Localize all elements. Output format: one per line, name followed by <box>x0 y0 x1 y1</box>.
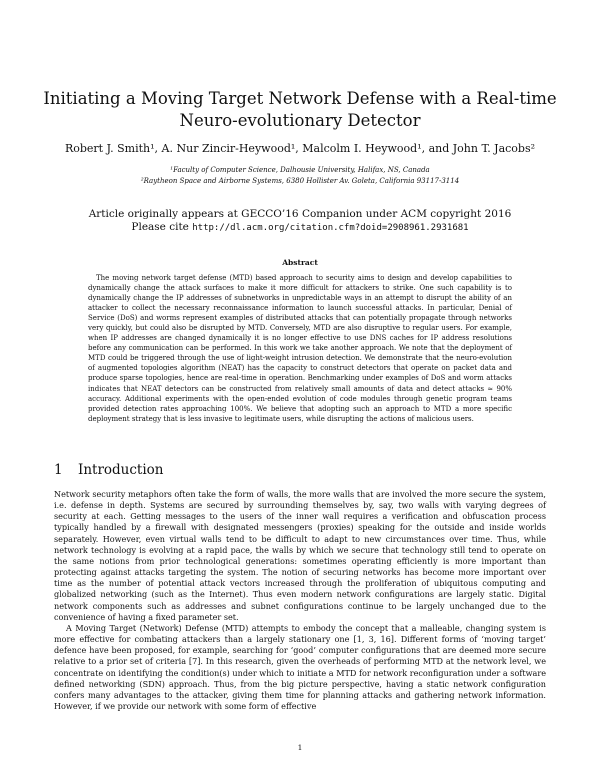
notice-line-1: Article originally appears at GECCO’16 Companion under ACM copyright 2016 <box>88 208 512 220</box>
title-line-2: Neuro-evolutionary Detector <box>179 111 421 130</box>
affiliation-2: ²Raytheon Space and Airborne Systems, 6380 Hollister Av. Goleta, California 93117-3114 <box>140 177 460 185</box>
notice-line-2 <box>40 221 560 235</box>
abstract-text: The moving network target defense (MTD) based approach to security aims to design and develop capabilities to dynamically change the attack surfaces to make it more difficult for attackers to strike. One such capability is to dynamically change the IP addresses of subnetworks in unpredictable ways in an attempt to disrupt the ability of an attacker to collect the necessary reconnaissance information to launch successful attacks. In particular, Denial of Service (DoS) and worms represent examples of distributed attacks that can potentially propagate through networks very quickly, but could also be disrupted by MTD. Conversely, MTD are also disruptive to regular users. For example, when IP addresses are changed dynamically it is no longer effective to use DNS caches for IP address resolutions before any communication can be performed. In this work we take another approach. We note that the deployment of MTD could be triggered through the use of light-weight intrusion detection. We demonstrate that the neuro-evolution of augmented topologies algorithm (NEAT) has the capacity to construct detectors that operate on packet data and produce sparse topologies, hence are real-time in operation. Benchmarking under examples of DoS and worm attacks indicates that NEAT detectors can be constructed from relatively small amounts of data and detect attacks ≈ 90% accuracy. Additional experiments with the open-ended evolution of code modules through genetic program teams provided detection rates approaching 100%. We believe that adopting such an approach to MTD a more specific deployment strategy that is less invasive to legitimate users, while disrupting the actions of malicious users. <box>88 274 512 423</box>
section-title: Introduction <box>78 462 164 478</box>
abstract-heading: Abstract <box>282 258 318 267</box>
introduction-body <box>54 489 546 712</box>
copyright-notice <box>40 208 560 235</box>
affiliation-1: ¹Faculty of Computer Science, Dalhousie University, Halifax, NS, Canada <box>170 166 430 174</box>
section-number: 1 <box>54 462 63 478</box>
title-line-1: Initiating a Moving Target Network Defense with a Real-time <box>43 89 557 108</box>
intro-paragraph-1: Network security metaphors often take the form of walls, the more walls that are involved the more secure the system, i.e. defense in depth. Systems are secured by surrounding themselves by, say, two walls with varying degrees of security at each. Getting messages to the users of the inner wall requires a verification and obfuscation process typically handled by a firewall with designated messengers (proxies) speaking for the outside and inside worlds separately. However, even virtual walls tend to be difficult to adapt to new circumstances over time. Thus, while network technology is evolving at a rapid pace, the walls by which we secure that technology still tend to operate on the same notions from prior technological generations: sometimes operating efficiently is more important than protecting against attacks targeting the system. The notion of securing networks has become more important over time as the number of potential attack vectors increased through the proliferation of ubiquitous computing and globalized networking (such as the Internet). Thus even modern network configurations are largely static. Digital network components such as addresses and subnet configurations continue to be largely unchanged due to the convenience of having a fixed parameter set. <box>54 489 546 622</box>
affiliations <box>40 165 560 187</box>
page-number: 1 <box>297 743 303 752</box>
intro-paragraph-2: A Moving Target (Network) Defense (MTD) attempts to embody the concept that a malleable, changing system is more effective for combating attackers than a largely stationary one [1, 3, 16]. Different forms of ‘moving target’ defence have been proposed, for example, searching for ‘good’ computer configurations that are deemed more secure relative to a prior set of criteria [7]. In this research, given the overheads of performing MTD at the network level, we concentrate on identifying the condition(s) under which to initiate a MTD for network reconfiguration under a software defined networking (SDN) approach. Thus, from the big picture perspective, having a static network configuration confers many advantages to the attacker, giving them time for planning attacks and gathering network information. However, if we provide our network with some form of effective <box>54 622 546 711</box>
author-list: Robert J. Smith¹, A. Nur Zincir-Heywood¹, Malcolm I. Heywood¹, and John T. Jacobs² <box>64 142 536 155</box>
paper-title <box>40 88 560 132</box>
citation-link[interactable]: http://dl.acm.org/citation.cfm?doid=2908961.2931681 <box>192 223 469 233</box>
section-heading-introduction <box>54 462 354 478</box>
notice-cite-prefix: Please cite <box>131 221 189 233</box>
